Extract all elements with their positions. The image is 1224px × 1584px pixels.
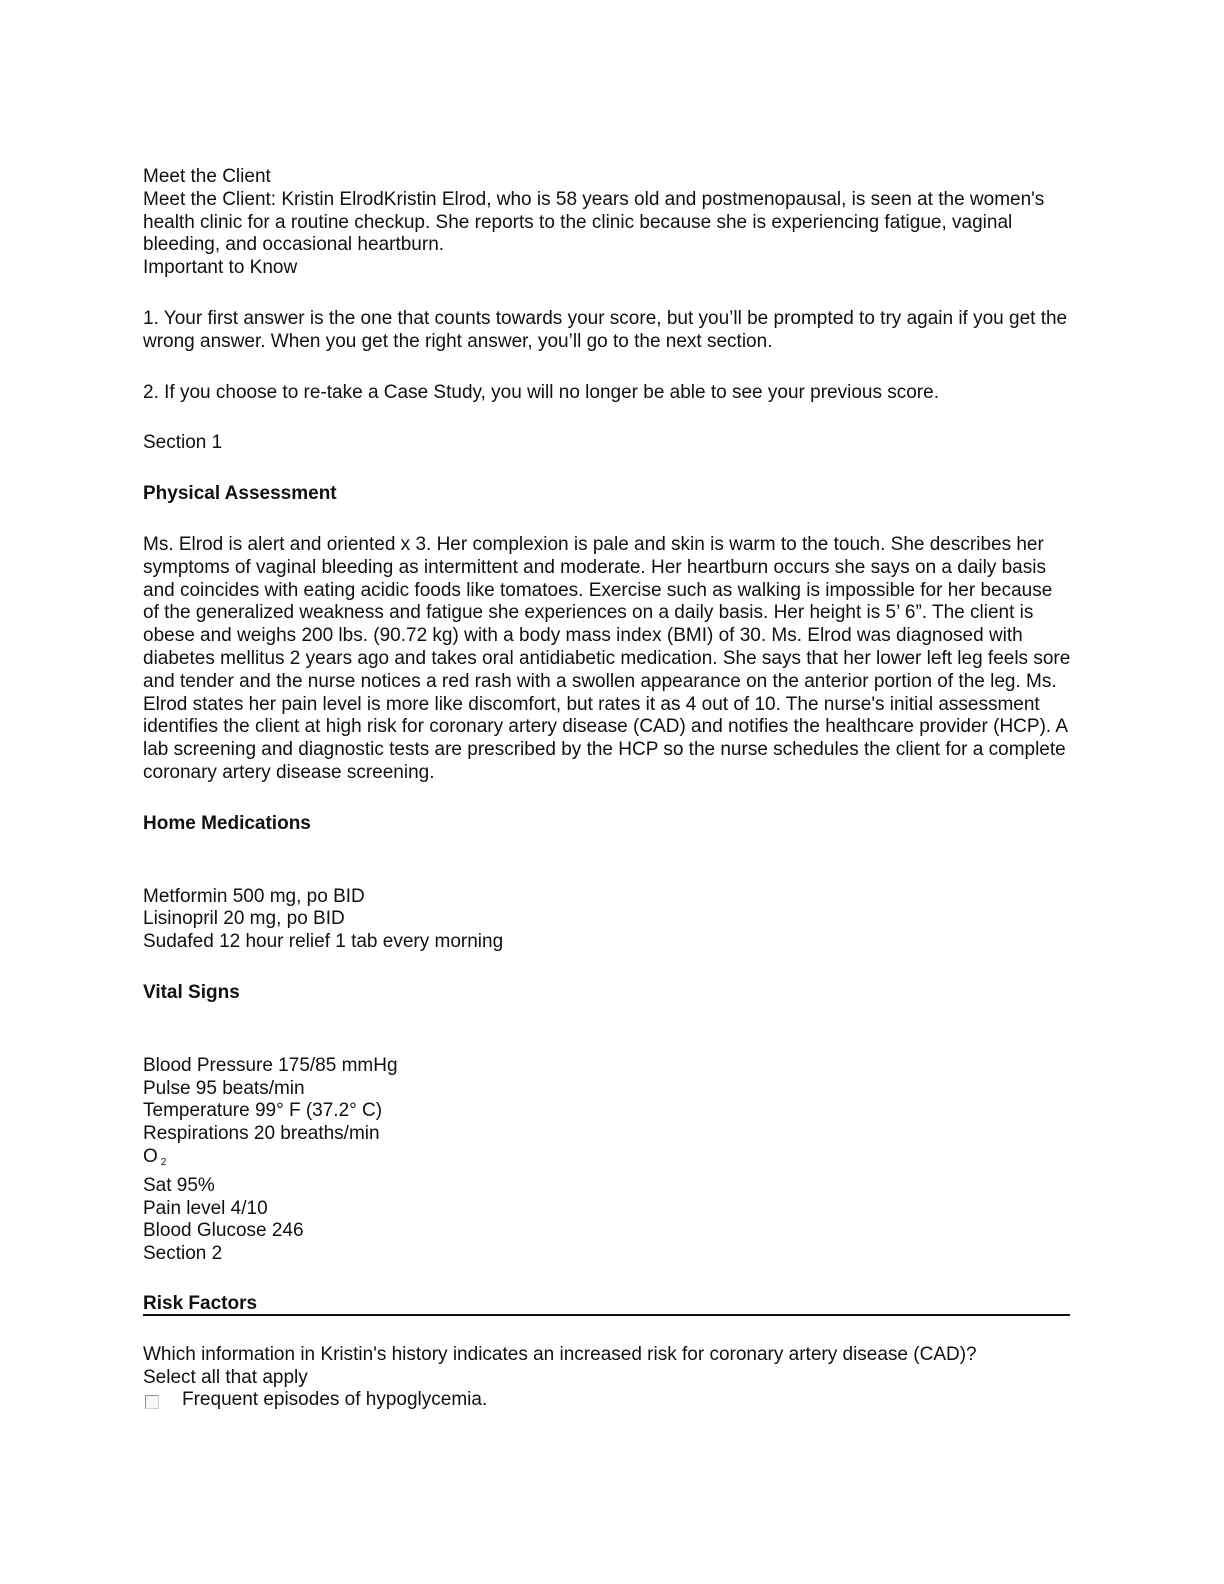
option-checkbox[interactable] <box>145 1395 159 1409</box>
vital-respirations: Respirations 20 breaths/min <box>143 1123 380 1145</box>
o2-subscript: 2 <box>160 1156 167 1168</box>
vital-blood-pressure: Blood Pressure 175/85 mmHg <box>143 1054 398 1076</box>
home-medications-heading: Home Medications <box>143 812 311 834</box>
vital-pain: Pain level 4/10 <box>143 1197 268 1219</box>
client-description: Meet the Client: Kristin ElrodKristin Elrod, who is 58 years old and postmenopausal, is seen at the women's health clinic for a routine checkup. She reports to the clinic because she is experiencing fatigue, vaginal bleeding, and occasional heartburn. <box>143 188 1045 256</box>
physical-assessment-heading: Physical Assessment <box>143 483 337 505</box>
medication-item: Lisinopril 20 mg, po BID <box>143 908 345 930</box>
section-1-label: Section 1 <box>143 432 223 454</box>
vital-temperature: Temperature 99° F (37.2° C) <box>143 1100 383 1122</box>
rule-1: 1. Your first answer is the one that counts towards your score, but you’ll be prompted to try again if you get the wrong answer. When you get the right answer, you’ll go to the next section. <box>143 307 1068 352</box>
vital-signs-heading: Vital Signs <box>143 981 240 1003</box>
rule-2: 2. If you choose to re-take a Case Study, you will no longer be able to see your previous score. <box>143 381 939 403</box>
vital-signs-list <box>143 1055 1073 1243</box>
vital-o2-symbol <box>143 1146 1073 1175</box>
medication-item: Sudafed 12 hour relief 1 tab every morning <box>143 931 504 953</box>
medication-list <box>143 886 1073 954</box>
o2-letter: O <box>143 1145 158 1167</box>
risk-question: Which information in Kristin's history indicates an increased risk for coronary artery disease (CAD)? <box>143 1343 977 1365</box>
medication-item: Metformin 500 mg, po BID <box>143 885 365 907</box>
physical-assessment-text: Ms. Elrod is alert and oriented x 3. Her complexion is pale and skin is warm to the touch. She describes her symptoms of vaginal bleeding as intermittent and moderate. Her heartburn occurs she says on a daily basis and coincides with eating acidic foods like tomatoes. Exercise such as walking is impossible for her because of the generalized weakness and fatigue she experiences on a daily basis. Her height is 5’ 6”. The client is obese and weighs 200 lbs. (90.72 kg) with a body mass index (BMI) of 30. Ms. Elrod was diagnosed with diabetes mellitus 2 years ago and takes oral antidiabetic medication. She says that her lower left leg feels sore and tender and the nurse notices a red rash with a swollen appearance on the anterior portion of the leg. Ms. Elrod states her pain level is more like discomfort, but rates it as 4 out of 10. The nurse's initial assessment identifies the client at high risk for coronary artery disease (CAD) and notifies the healthcare provider (HCP). A lab screening and diagnostic tests are prescribed by the HCP so the nurse schedules the client for a complete coronary artery disease screening. <box>143 533 1071 783</box>
section-2-label: Section 2 <box>143 1243 223 1265</box>
risk-factors-heading: Risk Factors <box>143 1294 1070 1316</box>
vital-pulse: Pulse 95 beats/min <box>143 1077 305 1099</box>
vital-o2-sat: Sat 95% <box>143 1174 215 1196</box>
important-heading: Important to Know <box>143 257 298 279</box>
meet-client-heading: Meet the Client <box>143 166 271 187</box>
answer-option[interactable] <box>143 1389 1073 1412</box>
document-page <box>143 166 1073 1412</box>
vital-glucose: Blood Glucose 246 <box>143 1220 304 1242</box>
option-label: Frequent episodes of hypoglycemia. <box>182 1389 488 1411</box>
select-all-instruction: Select all that apply <box>143 1366 308 1388</box>
